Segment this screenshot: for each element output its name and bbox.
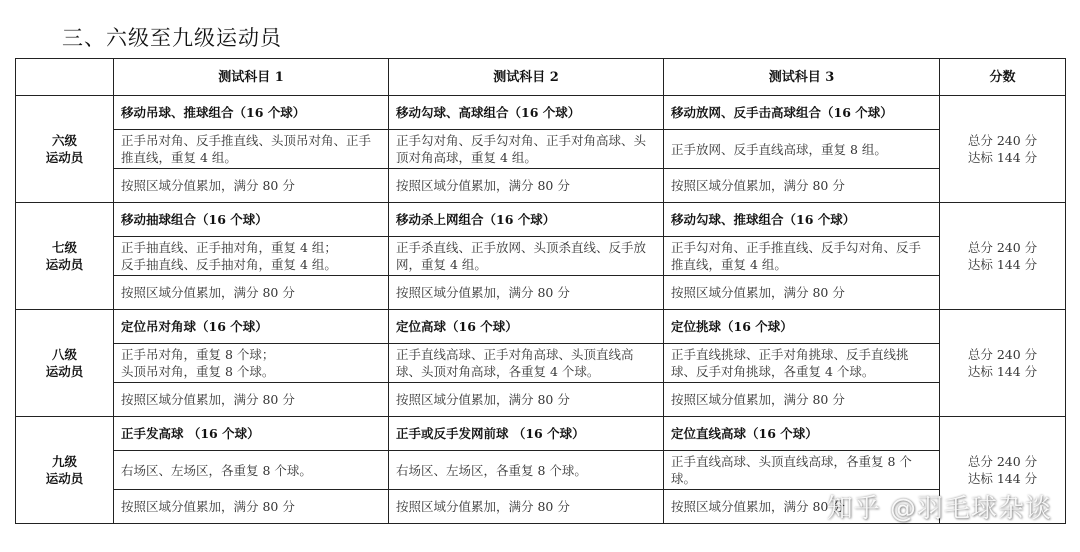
header-row [16,59,1066,96]
description-cell: 正手杀直线、正手放网、头顶杀直线、反手放网，重复 4 组。 [389,237,664,276]
scoring-rule-cell: 按照区域分值累加，满分 80 分 [664,383,940,417]
combo-cell: 正手发高球 （16 个球） [114,417,389,451]
score-summary: 总分 240 分 达标 144 分 [940,310,1066,417]
scoring-rule-row [16,169,1066,203]
combo-cell: 移动吊球、推球组合（16 个球） [114,96,389,130]
level-label: 六级 运动员 [16,96,114,203]
description-cell: 右场区、左场区，各重复 8 个球。 [114,451,389,490]
athlete-test-table [15,58,1066,524]
scoring-rule-row [16,276,1066,310]
scoring-rule-cell: 按照区域分值累加，满分 80 分 [664,169,940,203]
description-cell: 正手抽直线、正手抽对角，重复 4 组； 反手抽直线、反手抽对角，重复 4 组。 [114,237,389,276]
level-label: 九级 运动员 [16,417,114,524]
scoring-rule-cell: 按照区域分值累加，满分 80 分 [389,490,664,524]
header-score: 分数 [940,59,1066,96]
score-summary: 总分 240 分 达标 144 分 [940,203,1066,310]
combo-row [16,310,1066,344]
description-cell: 正手直线高球、头顶直线高球，各重复 8 个球。 [664,451,940,490]
combo-cell: 定位吊对角球（16 个球） [114,310,389,344]
score-summary: 总分 240 分 达标 144 分 [940,96,1066,203]
level-label: 八级 运动员 [16,310,114,417]
level-label: 七级 运动员 [16,203,114,310]
description-cell: 正手勾对角、正手推直线、反手勾对角、反手推直线，重复 4 组。 [664,237,940,276]
description-cell: 正手吊对角，重复 8 个球； 头顶吊对角，重复 8 个球。 [114,344,389,383]
description-cell: 正手直线挑球、正手对角挑球、反手直线挑球、反手对角挑球，各重复 4 个球。 [664,344,940,383]
combo-cell: 移动杀上网组合（16 个球） [389,203,664,237]
combo-cell: 定位直线高球（16 个球） [664,417,940,451]
header-level [16,59,114,96]
header-subject-2: 测试科目 2 [389,59,664,96]
scoring-rule-cell: 按照区域分值累加，满分 80 分 [389,383,664,417]
combo-cell: 定位高球（16 个球） [389,310,664,344]
scoring-rule-cell: 按照区域分值累加，满分 80 分 [114,383,389,417]
description-row [16,451,1066,490]
description-cell: 右场区、左场区，各重复 8 个球。 [389,451,664,490]
score-summary: 总分 240 分 达标 144 分 [940,417,1066,524]
section-title: 三、六级至九级运动员 [62,26,282,50]
scoring-rule-cell: 按照区域分值累加，满分 80 分 [114,490,389,524]
combo-row [16,96,1066,130]
scoring-rule-cell: 按照区域分值累加，满分 80 分 [114,276,389,310]
combo-cell: 移动勾球、推球组合（16 个球） [664,203,940,237]
description-cell: 正手吊对角、反手推直线、头顶吊对角、正手推直线，重复 4 组。 [114,130,389,169]
table-body [16,96,1066,524]
header-subject-3: 测试科目 3 [664,59,940,96]
description-cell: 正手直线高球、正手对角高球、头顶直线高球、头顶对角高球，各重复 4 个球。 [389,344,664,383]
combo-cell: 移动勾球、高球组合（16 个球） [389,96,664,130]
scoring-rule-cell: 按照区域分值累加，满分 80 分 [664,276,940,310]
description-cell: 正手放网、反手直线高球，重复 8 组。 [664,130,940,169]
combo-cell: 移动抽球组合（16 个球） [114,203,389,237]
combo-cell: 定位挑球（16 个球） [664,310,940,344]
header-subject-1: 测试科目 1 [114,59,389,96]
description-cell: 正手勾对角、反手勾对角、正手对角高球、头顶对角高球，重复 4 组。 [389,130,664,169]
scoring-rule-cell: 按照区域分值累加，满分 80 分 [114,169,389,203]
scoring-rule-cell: 按照区域分值累加，满分 80 分 [389,169,664,203]
description-row [16,237,1066,276]
description-row [16,344,1066,383]
combo-cell: 移动放网、反手击高球组合（16 个球） [664,96,940,130]
combo-row [16,417,1066,451]
scoring-rule-cell: 按照区域分值累加，满分 80 分 [389,276,664,310]
scoring-rule-row [16,383,1066,417]
watermark: 知乎 @羽毛球杂谈 [826,494,1052,524]
description-row [16,130,1066,169]
scoring-rule-cell: 按照区域分值累加，满分 80 分 [664,490,940,524]
combo-cell: 正手或反手发网前球 （16 个球） [389,417,664,451]
combo-row [16,203,1066,237]
